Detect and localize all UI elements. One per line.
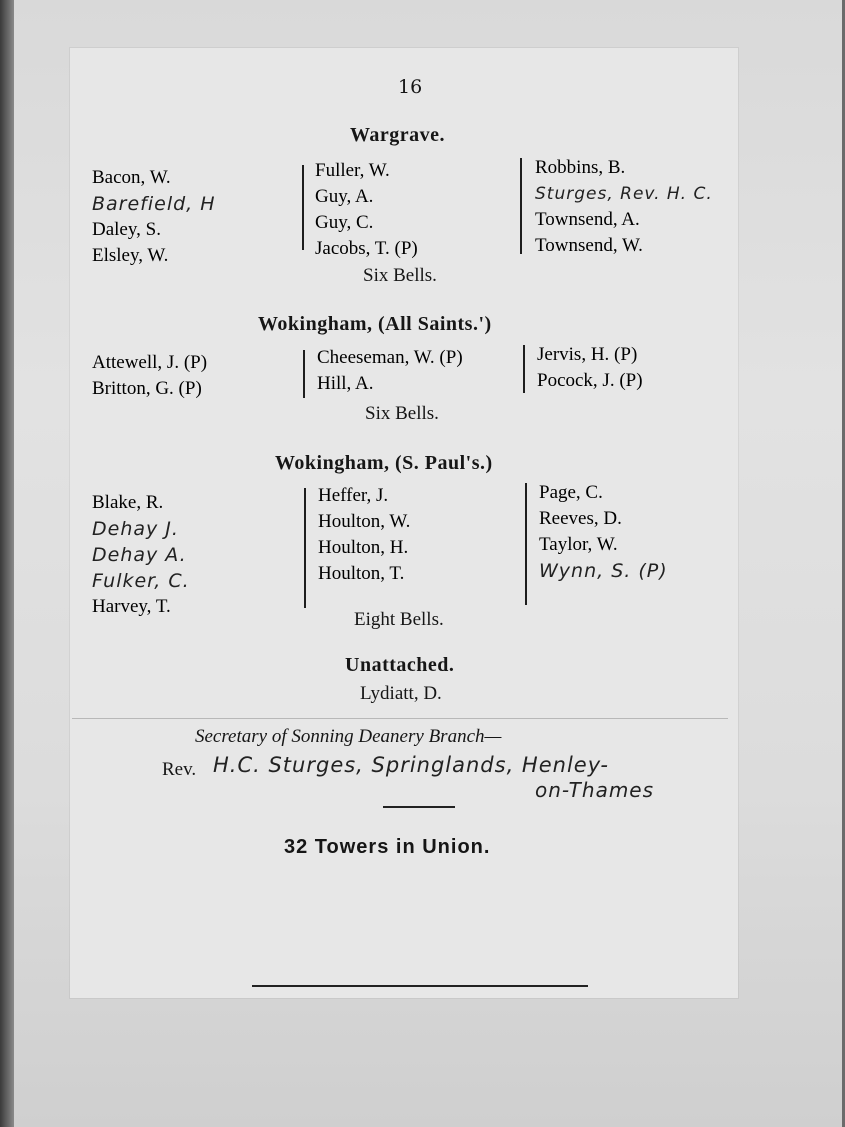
list-item-handwritten: Fulker, C. (92, 570, 190, 592)
list-item: Townsend, W. (535, 235, 643, 256)
section-title-wokingham-all-saints: Wokingham, (All Saints.') (258, 313, 492, 335)
list-item: Pocock, J. (P) (537, 370, 643, 391)
list-item: Harvey, T. (92, 596, 171, 617)
list-item: Daley, S. (92, 219, 161, 240)
list-item: Taylor, W. (539, 534, 618, 555)
wargrave-col3 (535, 155, 713, 259)
secretary-handwritten-line1: H.C. Sturges, Springlands, Henley- (213, 753, 609, 777)
bottom-rule (252, 985, 588, 987)
short-rule (383, 806, 455, 808)
list-item: Britton, G. (P) (92, 378, 202, 399)
unattached-name: Lydiatt, D. (360, 683, 442, 704)
column-divider (302, 165, 304, 250)
st-pauls-bells: Eight Bells. (354, 609, 444, 630)
secretary-handwritten-line2: on-Thames (535, 778, 655, 802)
paper-edge-line (72, 718, 728, 719)
section-title-unattached: Unattached. (345, 654, 455, 676)
all-saints-col2 (317, 345, 463, 397)
all-saints-col3 (537, 342, 643, 394)
column-divider (523, 345, 525, 393)
list-item: Houlton, T. (318, 563, 405, 584)
list-item: Heffer, J. (318, 485, 389, 506)
column-divider (525, 483, 527, 605)
list-item: Jacobs, T. (P) (315, 238, 418, 259)
list-item: Elsley, W. (92, 245, 169, 266)
st-pauls-col2 (318, 483, 410, 587)
all-saints-col1 (92, 350, 207, 402)
page-number: 16 (398, 76, 423, 98)
list-item-handwritten: Sturges, Rev. H. C. (535, 184, 713, 204)
all-saints-bells: Six Bells. (365, 403, 439, 424)
list-item: Guy, A. (315, 186, 374, 207)
list-item: Reeves, D. (539, 508, 622, 529)
secretary-prefix: Rev. (162, 759, 197, 780)
list-item: Cheeseman, W. (P) (317, 347, 463, 368)
column-divider (520, 158, 522, 254)
summary-towers: 32 Towers in Union. (284, 836, 491, 858)
list-item-handwritten: Wynn, S. (P) (539, 560, 668, 582)
wargrave-bells: Six Bells. (363, 265, 437, 286)
column-divider (304, 488, 306, 608)
section-title-wokingham-st-pauls: Wokingham, (S. Paul's.) (275, 452, 493, 474)
list-item: Jervis, H. (P) (537, 344, 638, 365)
list-item: Fuller, W. (315, 160, 390, 181)
list-item: Blake, R. (92, 492, 164, 513)
list-item: Houlton, W. (318, 511, 411, 532)
wargrave-col2 (315, 158, 418, 262)
column-divider (303, 350, 305, 398)
st-pauls-col3 (539, 480, 668, 584)
list-item-handwritten: Barefield, H (92, 193, 216, 215)
list-item-handwritten: Dehay A. (92, 544, 187, 566)
section-title-wargrave: Wargrave. (350, 124, 446, 146)
secretary-heading: Secretary of Sonning Deanery Branch— (195, 726, 502, 747)
wargrave-col1 (92, 165, 216, 269)
list-item-handwritten: Dehay J. (92, 518, 179, 540)
list-item: Guy, C. (315, 212, 374, 233)
list-item: Page, C. (539, 482, 603, 503)
st-pauls-col1 (92, 490, 190, 620)
list-item: Houlton, H. (318, 537, 409, 558)
book-spine (0, 0, 14, 1127)
list-item: Townsend, A. (535, 209, 640, 230)
list-item: Attewell, J. (P) (92, 352, 208, 373)
list-item: Bacon, W. (92, 167, 171, 188)
list-item: Hill, A. (317, 373, 374, 394)
list-item: Robbins, B. (535, 157, 626, 178)
